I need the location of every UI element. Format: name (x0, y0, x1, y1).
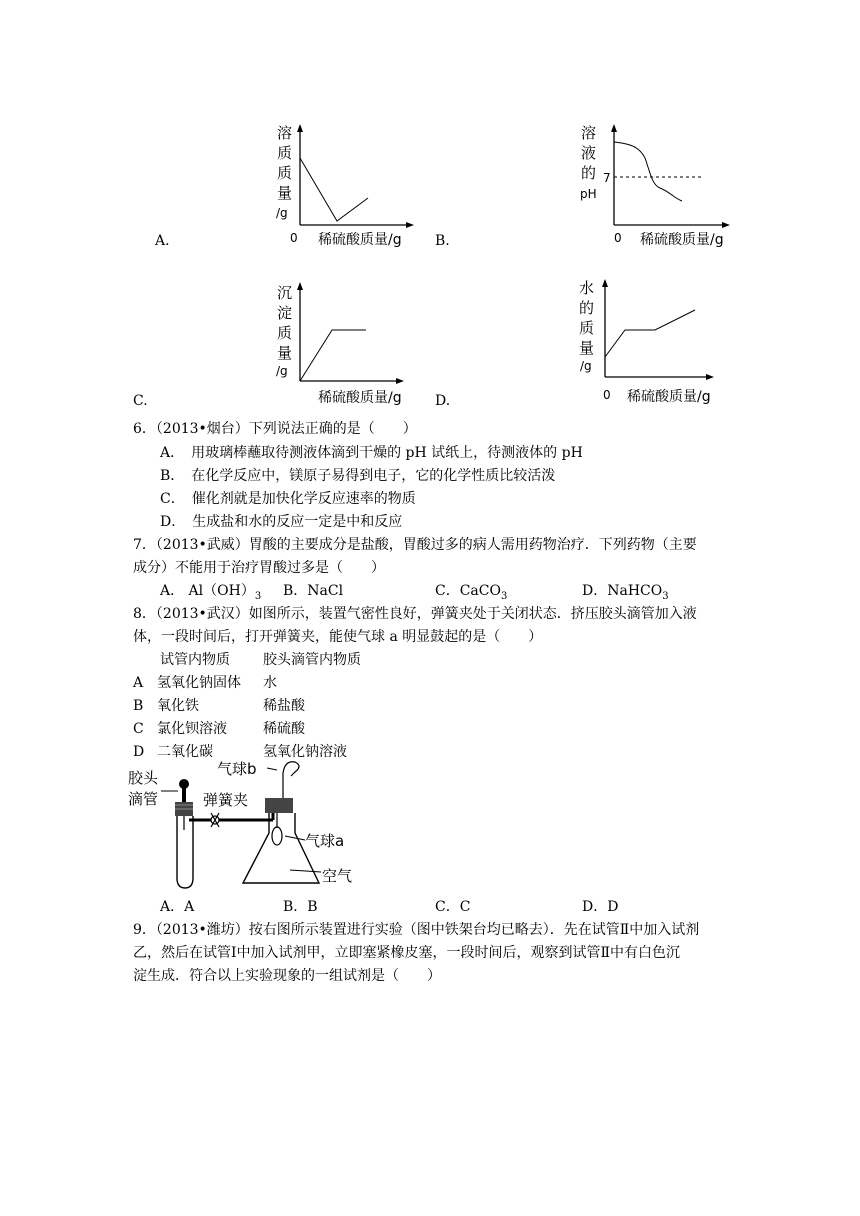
graph-a-ylabel-4: 量 (277, 184, 293, 202)
graph-b-xlabel: 稀硫酸质量/g (640, 232, 724, 248)
option-a-label: A. (155, 233, 170, 249)
q8-row-d-key: D (133, 744, 145, 760)
graph-b-origin: 0 (614, 231, 622, 245)
q6-option-a: A． 用玻璃棒蘸取待测液体滴到干燥的 pH 试纸上，待测液体的 pH (160, 445, 583, 461)
q8-answer-c: C．C (435, 899, 471, 915)
q9-line-1: 9．（2013•潍坊）按右图所示装置进行实验（图中铁架台均已略去）．先在试管Ⅱ中加入试剂 (133, 922, 700, 938)
graph-a (270, 120, 420, 252)
graph-b-ylabel-2: 液 (581, 144, 597, 162)
option-d-label: D. (435, 393, 451, 409)
graph-c-ylabel-4: 量 (277, 344, 293, 362)
q9-line-3: 淀生成．符合以上实验现象的一组试剂是（ ） (133, 968, 441, 984)
graph-a-xlabel: 稀硫酸质量/g (318, 232, 402, 248)
label-balloon-b: 气球b (217, 760, 257, 778)
graph-a-ylabel-2: 质 (277, 144, 293, 162)
q6-option-b: B． 在化学反应中，镁原子易得到电子，它的化学性质比较活泼 (160, 468, 556, 484)
graph-d-origin: 0 (603, 388, 611, 402)
graph-a-ylabel-1: 溶 (277, 124, 293, 142)
q8-answer-b: B．B (283, 899, 318, 915)
q8-row-a-tube: 氢氧化钠固体 (157, 675, 241, 691)
q8-row-a-key: A (133, 675, 144, 691)
q7-option-c: C．CaCO$_3$ (435, 583, 508, 602)
q6-stem: 6．（2013•烟台）下列说法正确的是（ ） (133, 421, 417, 437)
graph-a-yunit: /g (276, 206, 288, 220)
q8-row-a-dropper: 水 (263, 675, 277, 691)
option-b-label: B. (435, 233, 450, 249)
label-clamp: 弹簧夹 (203, 791, 249, 809)
q8-row-c-dropper: 稀硫酸 (263, 721, 305, 737)
graph-c-ylabel-3: 质 (277, 324, 293, 342)
q8-row-b-tube: 氧化铁 (157, 698, 199, 714)
q8-stem-line-2: 体，一段时间后，打开弹簧夹，能使气球 a 明显鼓起的是（ ） (133, 629, 543, 645)
graph-c-yunit: /g (276, 364, 288, 378)
label-dropper-1: 胶头 (128, 769, 159, 787)
q7-stem-line-2: 成分）不能用于治疗胃酸过多是（ ） (133, 560, 385, 576)
option-c-label: C. (133, 393, 148, 409)
graph-b (578, 120, 738, 252)
q8-row-b-dropper: 稀盐酸 (263, 698, 305, 714)
graph-b-tick-7: 7 (603, 171, 611, 185)
graph-c-ylabel-1: 沉 (277, 284, 293, 302)
q8-row-c-tube: 氯化钡溶液 (157, 721, 227, 737)
q6-option-d: D． 生成盐和水的反应一定是中和反应 (160, 514, 403, 530)
label-balloon-a: 气球a (305, 832, 345, 850)
q8-stem-line-1: 8．（2013•武汉）如图所示，装置气密性良好，弹簧夹处于关闭状态．挤压胶头滴管加入液 (133, 606, 697, 622)
graph-b-ylabel-ph: pH (580, 187, 597, 201)
label-dropper-2: 滴管 (128, 790, 159, 808)
q7-option-d: D．NaHCO$_3$ (582, 583, 669, 602)
graph-b-ylabel-1: 溶 (581, 124, 597, 142)
graph-d (575, 275, 735, 410)
q6-option-c: C． 催化剂就是加快化学反应速率的物质 (160, 491, 416, 507)
graph-d-xlabel: 稀硫酸质量/g (627, 389, 711, 405)
graph-c-ylabel-2: 淀 (277, 304, 293, 322)
graph-d-ylabel-2: 的 (579, 299, 595, 317)
q8-apparatus-figure (125, 758, 365, 893)
graph-d-ylabel-1: 水 (579, 279, 595, 297)
q8-header-tube: 试管内物质 (160, 652, 230, 668)
graph-a-origin: 0 (290, 231, 298, 245)
q7-stem-line-1: 7．（2013•武威）胃酸的主要成分是盐酸，胃酸过多的病人需用药物治疗．下列药物（主要 (133, 537, 697, 553)
graph-c (270, 278, 420, 410)
q7-option-a: A． $Al(OH)_3$ (160, 583, 262, 602)
q9-line-2: 乙，然后在试管Ⅰ中加入试剂甲，立即塞紧橡皮塞，一段时间后，观察到试管Ⅱ中有白色沉 (133, 945, 681, 961)
graph-d-ylabel-4: 量 (579, 339, 595, 357)
q8-row-d-tube: 二氧化碳 (157, 744, 213, 760)
label-air: 空气 (322, 867, 353, 885)
q8-row-d-dropper: 氢氧化钠溶液 (263, 744, 347, 760)
graph-c-xlabel: 稀硫酸质量/g (318, 390, 402, 406)
q8-answer-a: A．A (160, 899, 195, 915)
q7-option-b: B．NaCl (283, 583, 344, 599)
graph-a-ylabel-3: 质 (277, 164, 293, 182)
q8-row-b-key: B (133, 698, 144, 714)
q8-row-c-key: C (133, 721, 144, 737)
graph-d-ylabel-3: 质 (579, 319, 595, 337)
q8-header-dropper: 胶头滴管内物质 (263, 652, 361, 668)
graph-d-yunit: /g (580, 359, 592, 373)
q8-answer-d: D．D (582, 899, 619, 915)
graph-b-ylabel-3: 的 (581, 164, 597, 182)
